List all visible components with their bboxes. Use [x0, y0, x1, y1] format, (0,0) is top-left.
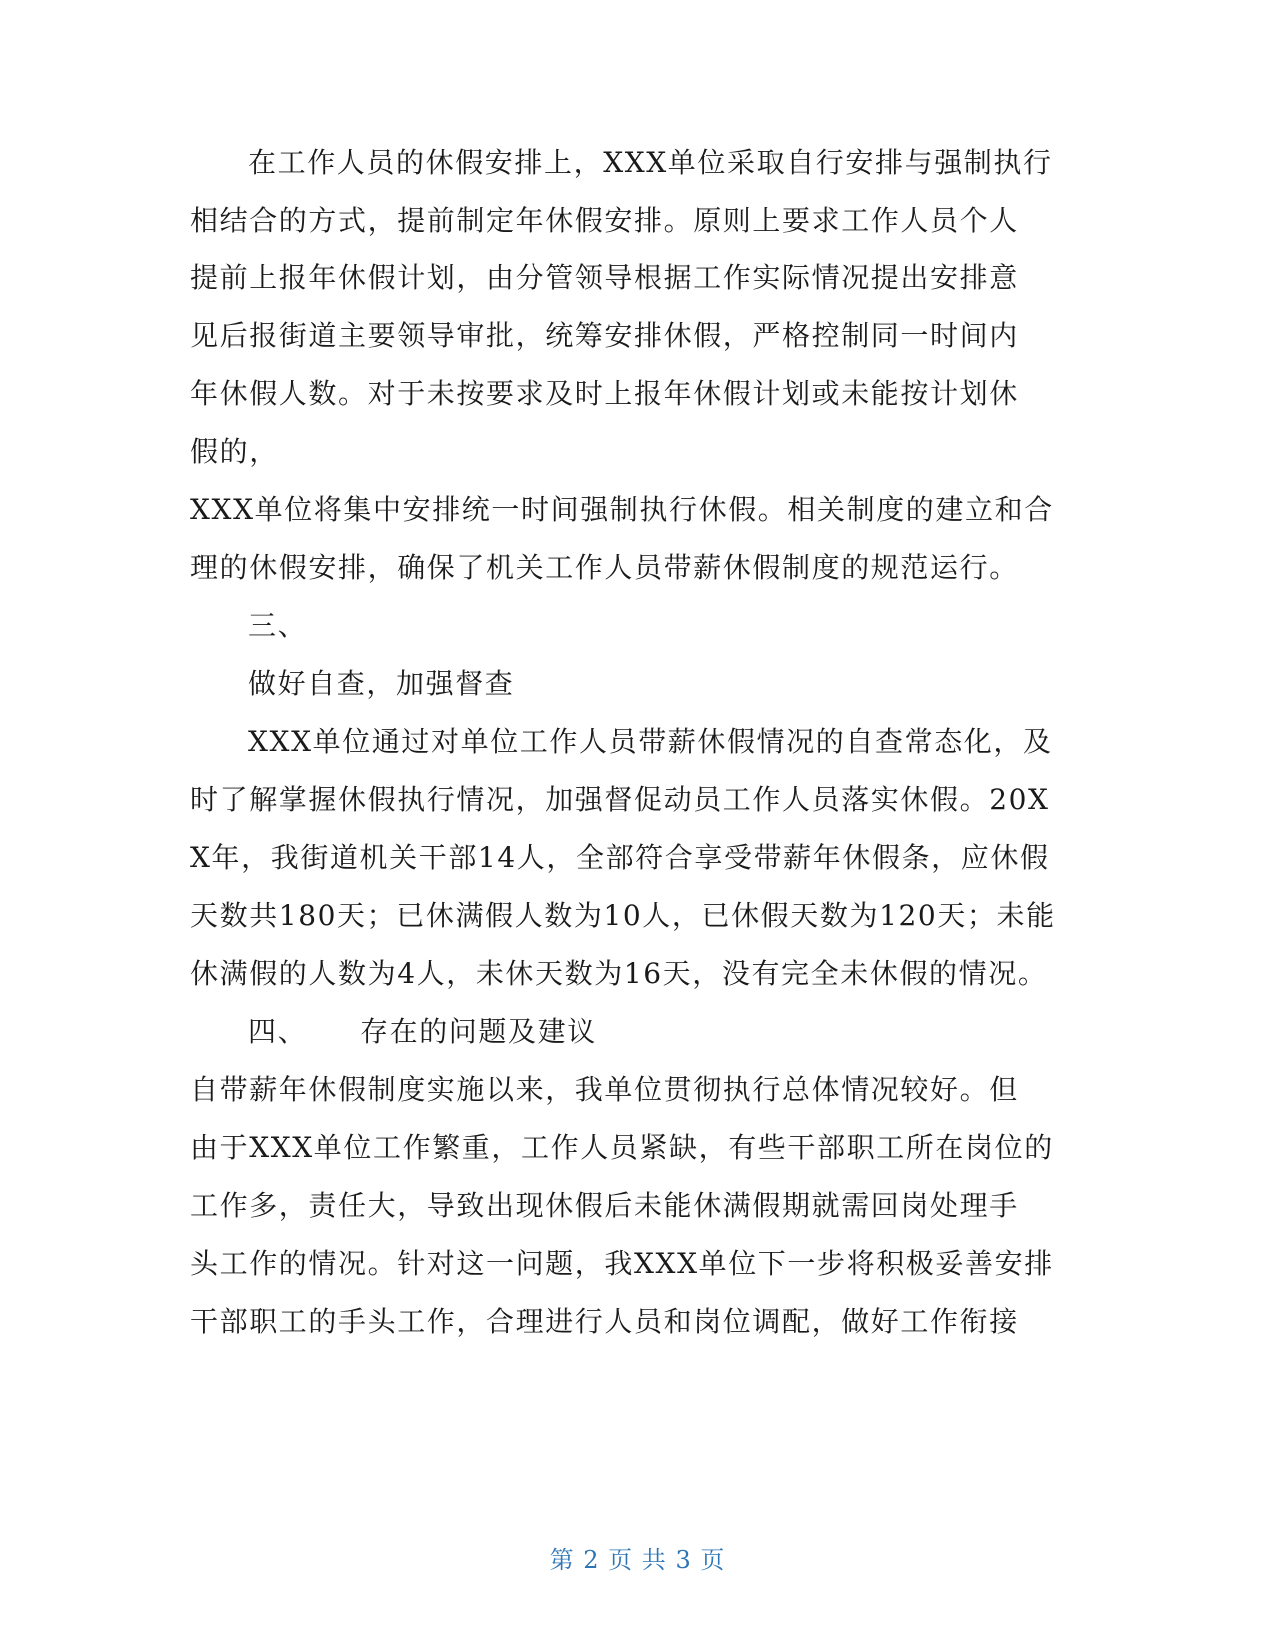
- text-line: 头工作的情况。针对这一问题，我XXX单位下一步将积极妥善安排: [190, 1247, 1054, 1280]
- text-line: 由于XXX单位工作繁重，工作人员紧缺，有些干部职工所在岗位的: [190, 1131, 1054, 1164]
- text-line: 休满假的人数为4人，未休天数为16天，没有完全未休假的情况。: [190, 957, 1048, 990]
- text-line: XXX单位将集中安排统一时间强制执行休假。相关制度的建立和合: [190, 493, 1054, 526]
- text-line: 理的休假安排，确保了机关工作人员带薪休假制度的规范运行。: [190, 551, 1019, 584]
- text-line: 天数共180天；已休满假人数为10人，已休假天数为120天；未能: [190, 899, 1056, 932]
- page-number-footer: 第 2 页 共 3 页: [549, 1546, 726, 1574]
- section-heading: 做好自查，加强督查: [248, 667, 515, 700]
- text-line: 干部职工的手头工作，合理进行人员和岗位调配，做好工作衔接: [190, 1305, 1019, 1338]
- text-line: 工作多，责任大，导致出现休假后未能休满假期就需回岗处理手: [190, 1189, 1019, 1222]
- text-line: 在工作人员的休假安排上，XXX单位采取自行安排与强制执行: [248, 146, 1053, 179]
- text-line: 见后报街道主要领导审批，统筹安排休假，严格控制同一时间内: [190, 319, 1019, 352]
- section-number: 四、: [248, 1015, 308, 1048]
- text-line: 年休假人数。对于未按要求及时上报年休假计划或未能按计划休: [190, 377, 1019, 410]
- text-line: 自带薪年休假制度实施以来，我单位贯彻执行总体情况较好。但: [190, 1073, 1019, 1106]
- text-line: XXX单位通过对单位工作人员带薪休假情况的自查常态化，及: [248, 725, 1053, 758]
- text-line: 时了解掌握休假执行情况，加强督促动员工作人员落实休假。20X: [190, 783, 1050, 816]
- section-heading: 存在的问题及建议: [360, 1015, 597, 1048]
- text-line: 相结合的方式，提前制定年休假安排。原则上要求工作人员个人: [190, 204, 1019, 237]
- text-line: 假的，: [190, 435, 279, 468]
- text-line: X年，我街道机关干部14人，全部符合享受带薪年休假条，应休假: [190, 841, 1050, 874]
- section-number: 三、: [248, 609, 308, 642]
- text-line: 提前上报年休假计划，由分管领导根据工作实际情况提出安排意: [190, 261, 1019, 294]
